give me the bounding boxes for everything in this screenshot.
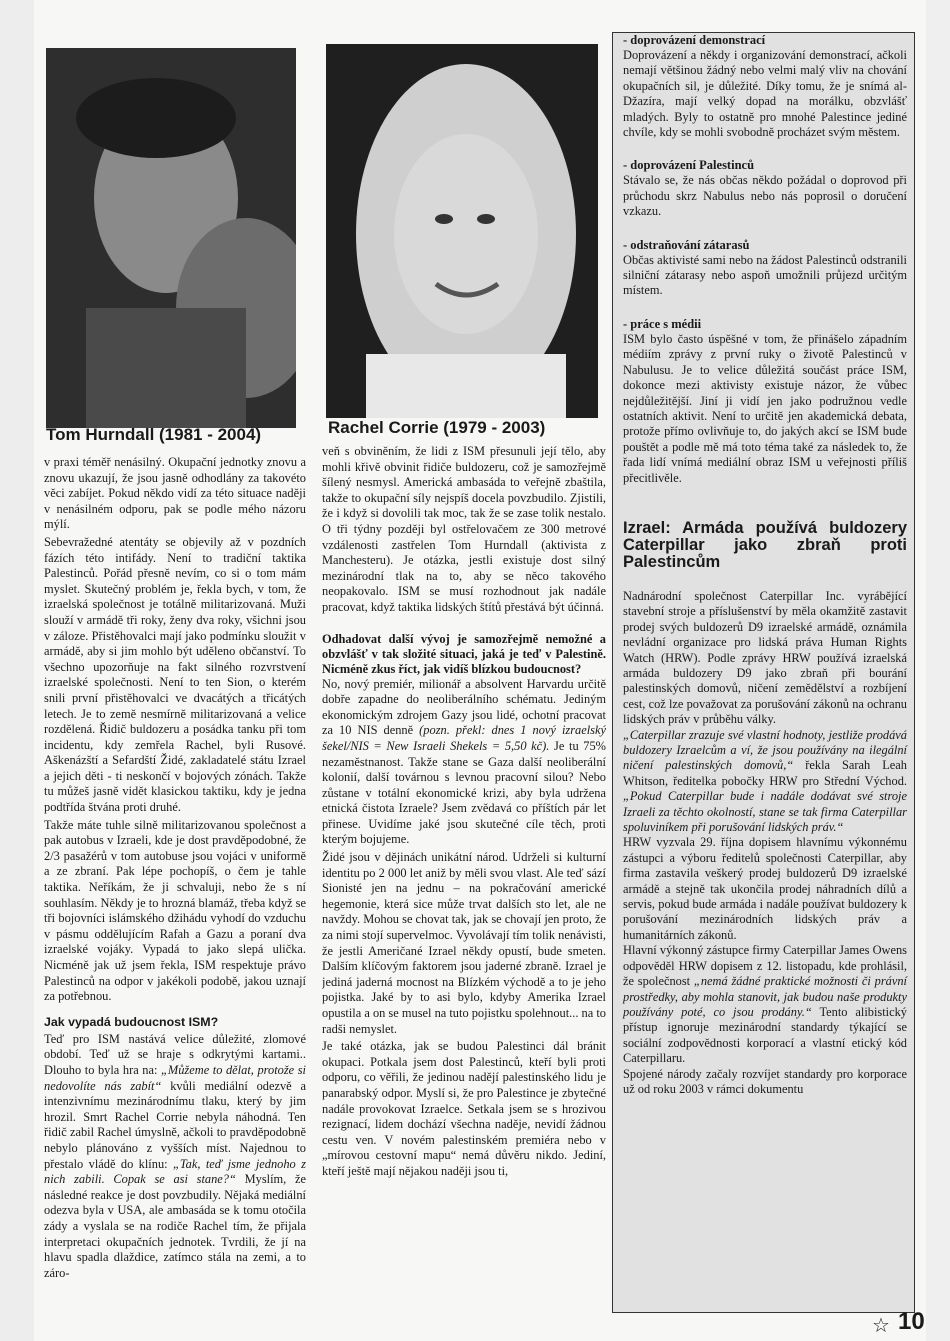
paragraph: No, nový premiér, milionář a absolvent Harvardu určitě dobře zapadne do neoliberálního schématu. Jediným ekonomickým zdrojem Gazy jsou lidé, ochotní pracovat za 10 NIS denně (pozn. překl: dnes 1 nový izraelský šekel/NIS = New Israeli Shekels = 5,50 kč). Je tu 75% nezaměstnanost. Takže stane se Gaza další neoliberální kolonií, další továrnou s levnou pracovní silou? Nebo zůstane v totální ekonomické krizi, aby byla udržena etnická čistota Izraele? Jsem zvědavá co příštích pár let přinese. Uvidíme jaké jsou skutečné cíle těch, proti kterým bojujeme. bbox=[322, 676, 606, 847]
portrait-placeholder-icon bbox=[326, 44, 598, 418]
activity-text: ISM bylo často úspěšné v tom, že přinášelo západním médiím zprávy z první ruky o životě Palestinců v Nabulusu. Je to velice důležitá součást práce ISM, dokonce mezi aktivisty existuje názor, že vůbec nejdůležitější. Jiní ji vidí jen jako podružnou vedle ostatních aktivit. Není to určitě jen akademická debata, protože přímo ovlivňuje to, do jakých akcí se ISM bude pouštět a podle mě má toto téma také za následek to, že řada lidí vnímá mediální obraz ISM u veřejnosti příliš přecitlivěle. bbox=[623, 331, 907, 485]
scan-left-edge bbox=[0, 0, 34, 1341]
paragraph: v praxi téměř nenásilný. Okupační jednotky znovu a znovu ukazují, že jsou jasně odhodlány za takovéto věci zabíjet. Pokud někdo vidí za této situace naději v nenásilném odporu, pak se podle mého názoru mýlí. bbox=[44, 455, 306, 532]
activity-item bbox=[623, 33, 907, 140]
paragraph: Židé jsou v dějinách unikátní národ. Udrželi si kulturní identitu po 2 000 let aniž by měli svou vlast. Ale teď sází Sionisté jen na jednu – na pokračování americké hegemonie, která sice může trvat dalších sto let, ale ne navždy. Mohou se chovat tak, jak se chovají jen proto, že za nimi stojí supervelmoc. Vyvolávají tím tolik nenávisti, že jestli Američané Izrael někdy opustí, bude smeten. Dalším klíčovým faktorem jsou jaderné zbraně. Izrael je jediná jaderná mocnost na Blízkém východě a to je jeho pojistka. Jaké by to asi bylo, kdyby Amerika Izrael opustila a on se musel na tuto pojistku spolehnout... na to radši nemyslet. bbox=[322, 850, 606, 1036]
star-icon: ☆ bbox=[872, 1313, 890, 1337]
article-column-1 bbox=[44, 455, 306, 1335]
activity-title: - doprovázení demonstrací bbox=[623, 33, 766, 47]
page-number: 10 bbox=[898, 1308, 925, 1335]
caption-tom-hurndall: Tom Hurndall (1981 - 2004) bbox=[46, 425, 262, 444]
activity-title: - práce s médii bbox=[623, 316, 702, 331]
paragraph: Sebevražedné atentáty se objevily až v pozdních fázích této intifády. Není to tradiční taktika Palestinců. Pořád přesně nevím, co si o tom mám myslet. Skutečný problém je, řekla bych, v tom, že izraelská společnost je totálně militarizovaná. Muži slouží v armádě tři roky, ženy dva roky, všichni jsou v záloze. Přistěhovalci mají jako podmínku sloužit v armádě, aby si jim mohlo být uděleno občanství. To všechno upozorňuje na fakt silného rozvrstvení izraelské společnosti. Není to ten Sion, o kterém snili první přistěhovalci ve dvacátých a třicátých letech. Je to země nesmírně militarizovaná a velice rozdělená. Řidič buldozeru a posádka tanku při tom incidentu, kdy zemřela Rachel, byli Rusové. Aškenázští a Sefardští Židé, zakladatelé státu Izrael a jejich děti - ti neskončí v bojových zónách. Takže tu můžeš jasně vidět klasickou taktiku, kdy je jedna podtřída štvána proti druhé. bbox=[44, 534, 306, 815]
sidebar-content bbox=[623, 33, 907, 1097]
sidebar-box bbox=[612, 32, 915, 1313]
activity-text: Občas aktivisté sami nebo na žádost Palestinců odstranili silniční zátarasy nebo aspoň umožnili průjezd určitým místem. bbox=[623, 252, 907, 298]
activity-item bbox=[623, 317, 907, 486]
activity-title: - doprovázení Palestinců bbox=[623, 158, 755, 173]
activity-title: - odstraňování zátarasů bbox=[623, 237, 750, 252]
portrait-placeholder-icon bbox=[46, 48, 296, 428]
scan-right-edge bbox=[926, 0, 950, 1341]
activity-item bbox=[623, 158, 907, 219]
paragraph: veň s obviněním, že lidi z ISM přesunuli její tělo, aby mohli křivě obvinit řidiče buldozeru, což je samozřejmě šílený nesmysl. Americká ambasáda to veřejně zbaštila, takže to okupační síly nejspíš docela povzbudilo. Zjistili, že i když si dovolili tak moc, tak že se zase tolik nestalo. O tři týdny později byl ostřelovačem ze 300 metrové vzdálenosti zastřelen Tom Hurndall (aktivista z Manchesteru). Je otázka, jestli existuje dost silný mezinárodní tlak na to, aby se něco takového neopakovalo. ISM se musí rozhodnout jak nadále pracovat, když taktika lidských štítů přestává být účinná. bbox=[322, 444, 606, 614]
paragraph: Je také otázka, jak se budou Palestinci dál bránit okupaci. Potkala jsem dost Palestinců, kteří byli proti odporu, co věřili, že jedinou nadějí palestinského lidu je panarabský odpor. Myslí si, že pro Palestince je zbytečné nadále provokovat Izraelce. Setkala jsem se s hrozivou rezignací, lidem dochází všechna naděje, nevidí žádnou cestu ven. V novém palestinském premiéra nebo v „mírovou cestovní mapu“ nemá důvěru nikdo. Jediní, kteří ještě mají nějakou naději jsou ti, bbox=[322, 1039, 606, 1178]
article-column-2 bbox=[322, 444, 606, 1340]
interview-question: Odhadovat další vývoj je samozřejmě nemožné a obzvlášť v tak složité situaci, jaká je teď v Palestině. Nicméně zkus říct, jak vidíš blízkou budoucnost? bbox=[322, 631, 606, 676]
activity-text: Stávalo se, že nás občas někdo požádal o doprovod při průchodu skrz Nabulus nebo nás poprosil o doručení vzkazu. bbox=[623, 173, 907, 219]
paragraph: Spojené národy začaly rozvíjet standardy pro korporace už od roku 2003 v rámci dokumentu bbox=[623, 1066, 907, 1096]
photo-tom-hurndall bbox=[46, 48, 296, 428]
caterpillar-article bbox=[623, 589, 907, 1097]
activity-text: Doprovázení a někdy i organizování demonstrací, ačkoli nemají většinou žádný nebo velmi malý vliv na chování okupačních sil, je důležité. Díky tomu, že je snímá al-Džazíra, mají velký dopad na morálku, obzvlášť mladých. Byly to ostatně pro mnohé Palestince jediné chvíle, kdy se mohli svobodně procházet svým městem. bbox=[623, 48, 907, 140]
photo-rachel-corrie bbox=[326, 44, 598, 418]
paragraph: HRW vyzvala 29. října dopisem hlavnímu výkonnému zástupci a výboru ředitelů společnosti Caterpillar, aby firma zastavila veškerý prodej buldozerů D9 izraelské armádě a stejně tak ukončila prodej náhradních dílů a servis, pokud bude armáda i nadále používat buldozery k porušování mezinárodních lidských práv a humanitárních zákonů. bbox=[623, 835, 907, 942]
caption-rachel-corrie: Rachel Corrie (1979 - 2003) bbox=[328, 418, 546, 437]
paragraph: Teď pro ISM nastává velice důležité, zlomové období. Teď už se hraje s odkrytými kartami.. Dlouho to byla hra na: „Můžeme to dělat, protože si nedovolíte nás zabít“ kvůli mediální odezvě a intenzivnímu mezinárodnímu tlaku, který by jim hrozil. Smrt Rachel Corrie nebyla náhodná. Ten řidič zabil Rachel úmyslně, ačkoli to pravděpodobně nebylo plánováno z vyšších míst. Najednou to přestalo vládě do klínu: „Tak, teď jsme jednoho z nich zabili. Copak se asi stane?“ Myslím, že následné reakce je dost povzbudily. Nějaká mediální odezva byla v USA, ale ambasáda se k tomu otočila zády a vyslala se na rodiče Rachel tím, že přijala interpretaci okupačních jednotek. Tvrdili, že jí na hlavu spadla dlaždice, zatímco stála na zemi, a to záro- bbox=[44, 1031, 306, 1280]
paragraph: Takže máte tuhle silně militarizovanou společnost a pak autobus v Izraeli, kde je dost pravděpodobné, že 2/3 pasažérů v tom autobuse jsou vojáci v uniformě a ze zbraní. Pak lépe pochopíš, o čem je tahle taktika. Neříkám, že ji schvaluji, nebo že s ní souhlasím. Někdy je to hrozná blamáž, třeba když se tři bojovníci islámského džihádu vyhodí do vzduchu v pásmu oddělujícím Rafah a Gazu a poraní dva izraelské vojáky. Vypadá to jako slepá ulička. Nicméně jak už jsem řekla, ISM respektuje právo Palestinců na odpor v jakékoli podobě, jakou uznají za potřebnou. bbox=[44, 817, 306, 1004]
article-headline: Izrael: Armáda používá buldozery Caterpillar jako zbraň proti Palestincům bbox=[623, 518, 907, 571]
paragraph: Hlavní výkonný zástupce firmy Caterpillar James Owens odpověděl HRW dopisem z 12. listopadu, kde prohlásil, že společnost „nemá žádné praktické možnosti či právní prostředky, aby mohla stanovit, jak budou naše produkty používány poté, co jsou prodány.“ Tento alibistický přístup ignoruje mezinárodní standardy týkající se sociální zodpovědnosti korporací a vlastní etický kód Caterpillaru. bbox=[623, 943, 908, 1066]
paragraph: „Caterpillar zrazuje své vlastní hodnoty, jestliže prodává buldozery Izraelcům a ví, že jsou používány na ilegální ničení palestinských domovů,“ řekla Sarah Leah Whitson, ředitelka pobočky HRW pro Střední Východ. „Pokud Caterpillar bude i nadále dodávat své stroje Izraeli za těchto okolností, stane se tak firma Caterpillar spoluviníkem při porušování lidských práv.“ bbox=[623, 727, 907, 835]
interview-question: Jak vypadá budoucnost ISM? bbox=[44, 1014, 219, 1029]
activity-item bbox=[623, 238, 907, 299]
paragraph: Nadnárodní společnost Caterpillar Inc. vyrábějící stavební stroje a příslušenství by měla okamžitě zastavit prodej svých buldozerů D9 izraelské armádě, oznámila nevládní organizace pro lidská práva Human Rights Watch (HRW). Podle zprávy HRW používá izraelská armáda buldozery D9 jako zbraň při bourání palestinských domovů, ničení zemědělství a rozbíjení cest, což lze považovat za porušování zákonů na ochranu lidských práv v průběhu války. bbox=[623, 588, 907, 727]
